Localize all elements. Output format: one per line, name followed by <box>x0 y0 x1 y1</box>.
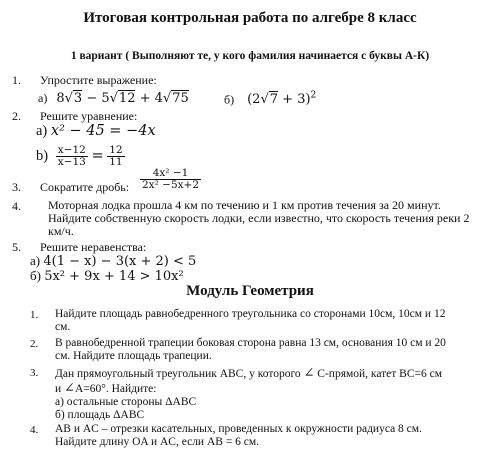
text-line <box>55 381 495 396</box>
variant-heading: 1 вариант ( Выполняют те, у кого фамилия начинается с буквы А-К) <box>70 50 430 62</box>
algebra-task5-a-expression: 4(1 − x) − 3(x + 2) < 5 <box>43 254 197 269</box>
fraction-numerator: 4x² −1 <box>152 167 189 179</box>
geometry-task3-text <box>55 366 495 422</box>
radicand: 12 <box>118 91 136 106</box>
algebra-task2-a-label: а) <box>36 123 48 139</box>
algebra-task2-a-expression: x² − 45 = −4x <box>50 123 156 139</box>
algebra-task4-number: 4. <box>12 199 21 213</box>
fraction <box>56 145 88 168</box>
algebra-task1-b <box>224 91 316 107</box>
sqrt-symbol: √75 <box>162 91 189 106</box>
algebra-task5-text: Решите неравенства: <box>40 240 147 254</box>
algebra-task1-b-label: б) <box>224 92 235 107</box>
algebra-task5-a-label: а) <box>30 253 41 268</box>
geometry-task3-number: 3. <box>30 367 39 379</box>
geometry-task4-text <box>55 423 495 449</box>
algebra-task1-a-expression <box>56 91 188 106</box>
algebra-task3-fraction <box>140 168 201 191</box>
geometry-module-title: Модуль Геометрия <box>186 283 314 299</box>
text-line: см. <box>55 321 71 333</box>
text-line: б) площадь ΔАВС <box>55 409 145 421</box>
text-line: В равнобедренной трапеции боковая сторона равна 13 см, основания 10 см и 20 <box>55 337 446 349</box>
radicand: 3 <box>73 91 83 106</box>
text-line: Найдите длину OA и AC, если AB = 6 см. <box>55 436 260 448</box>
text-fragment: Дан прямоугольный треугольник АВС, у которого <box>55 368 301 380</box>
algebra-task3-number: 3. <box>12 180 21 194</box>
algebra-task5-b-label: б) <box>30 268 41 283</box>
algebra-task1-number: 1. <box>12 73 21 87</box>
algebra-task5-b-expression: 5x² + 9x + 14 > 10x² <box>44 269 184 284</box>
algebra-task1-a-label: а) <box>38 91 48 105</box>
text-line <box>55 366 495 381</box>
sqrt-symbol: √3 <box>64 91 83 106</box>
angle-icon: ∠ <box>303 365 315 380</box>
text-fragment: А=60°. Найдите: <box>74 383 157 395</box>
text-fragment: и <box>55 383 62 395</box>
text-line: Найдите площадь равнобедренного треугольника со сторонами 10см, 10см и 12 <box>55 308 446 320</box>
algebra-task3-text: Сократите дробь: <box>40 180 130 194</box>
expr-part: − 5 <box>82 91 110 106</box>
fraction-numerator: x−12 <box>57 144 86 156</box>
expr-part: (2 <box>247 92 261 108</box>
expr-part: 8 <box>56 91 65 106</box>
text-line: см. Найдите площадь трапеции. <box>55 350 212 362</box>
algebra-task5-number: 5. <box>12 240 21 254</box>
algebra-task5-b <box>30 268 184 284</box>
exponent: 2 <box>310 91 317 101</box>
fraction <box>107 145 124 168</box>
text-line: а) остальные стороны ΔАВС <box>55 396 197 408</box>
text-line: Моторная лодка прошла 4 км по течению и 1 км против течения за 20 минут. <box>48 198 441 212</box>
algebra-task1-b-expression <box>247 92 316 107</box>
sqrt-symbol: √12 <box>109 91 136 106</box>
radicand: 75 <box>172 91 189 106</box>
expr-part: + 4 <box>135 91 163 106</box>
geometry-task2-text <box>55 337 495 363</box>
algebra-task5-a <box>30 253 196 269</box>
geometry-task2-number: 2. <box>30 338 39 350</box>
expr-part: + 3) <box>278 92 311 108</box>
fraction-numerator: 12 <box>109 144 123 156</box>
geometry-task1-text <box>55 308 495 334</box>
algebra-task2-text: Решите уравнение: <box>40 109 138 123</box>
fraction-denominator: 11 <box>109 156 123 168</box>
fraction-denominator: x−13 <box>57 156 86 168</box>
algebra-task1-text: Упростите выражение: <box>40 73 157 87</box>
algebra-task2-a <box>36 123 156 140</box>
algebra-task1-a <box>38 91 189 106</box>
sqrt-symbol: √7 <box>260 92 279 108</box>
algebra-task2-b-label: b) <box>36 147 49 164</box>
text-fragment: С-прямой, катет ВС=6 см <box>317 368 443 380</box>
angle-icon: ∠ <box>64 380 75 395</box>
text-line: Найдите собственную скорость лодки, если известно, что скорость течения реки 2 <box>48 211 470 225</box>
page-title: Итоговая контрольная работа по алгебре 8 класс <box>83 10 417 26</box>
algebra-task2-b <box>36 145 125 168</box>
text-line: AB и AC – отрезки касательных, проведенных к окружности радиуса 8 см. <box>55 423 422 435</box>
algebra-task4-text <box>48 199 469 238</box>
algebra-task2-number: 2. <box>12 109 21 123</box>
geometry-task1-number: 1. <box>30 309 39 321</box>
radicand: 7 <box>269 92 279 108</box>
equals-sign: = <box>91 147 104 164</box>
text-line: км/ч. <box>48 224 74 238</box>
geometry-task4-number: 4. <box>30 424 39 436</box>
fraction-denominator: 2x² −5x+2 <box>142 179 200 191</box>
